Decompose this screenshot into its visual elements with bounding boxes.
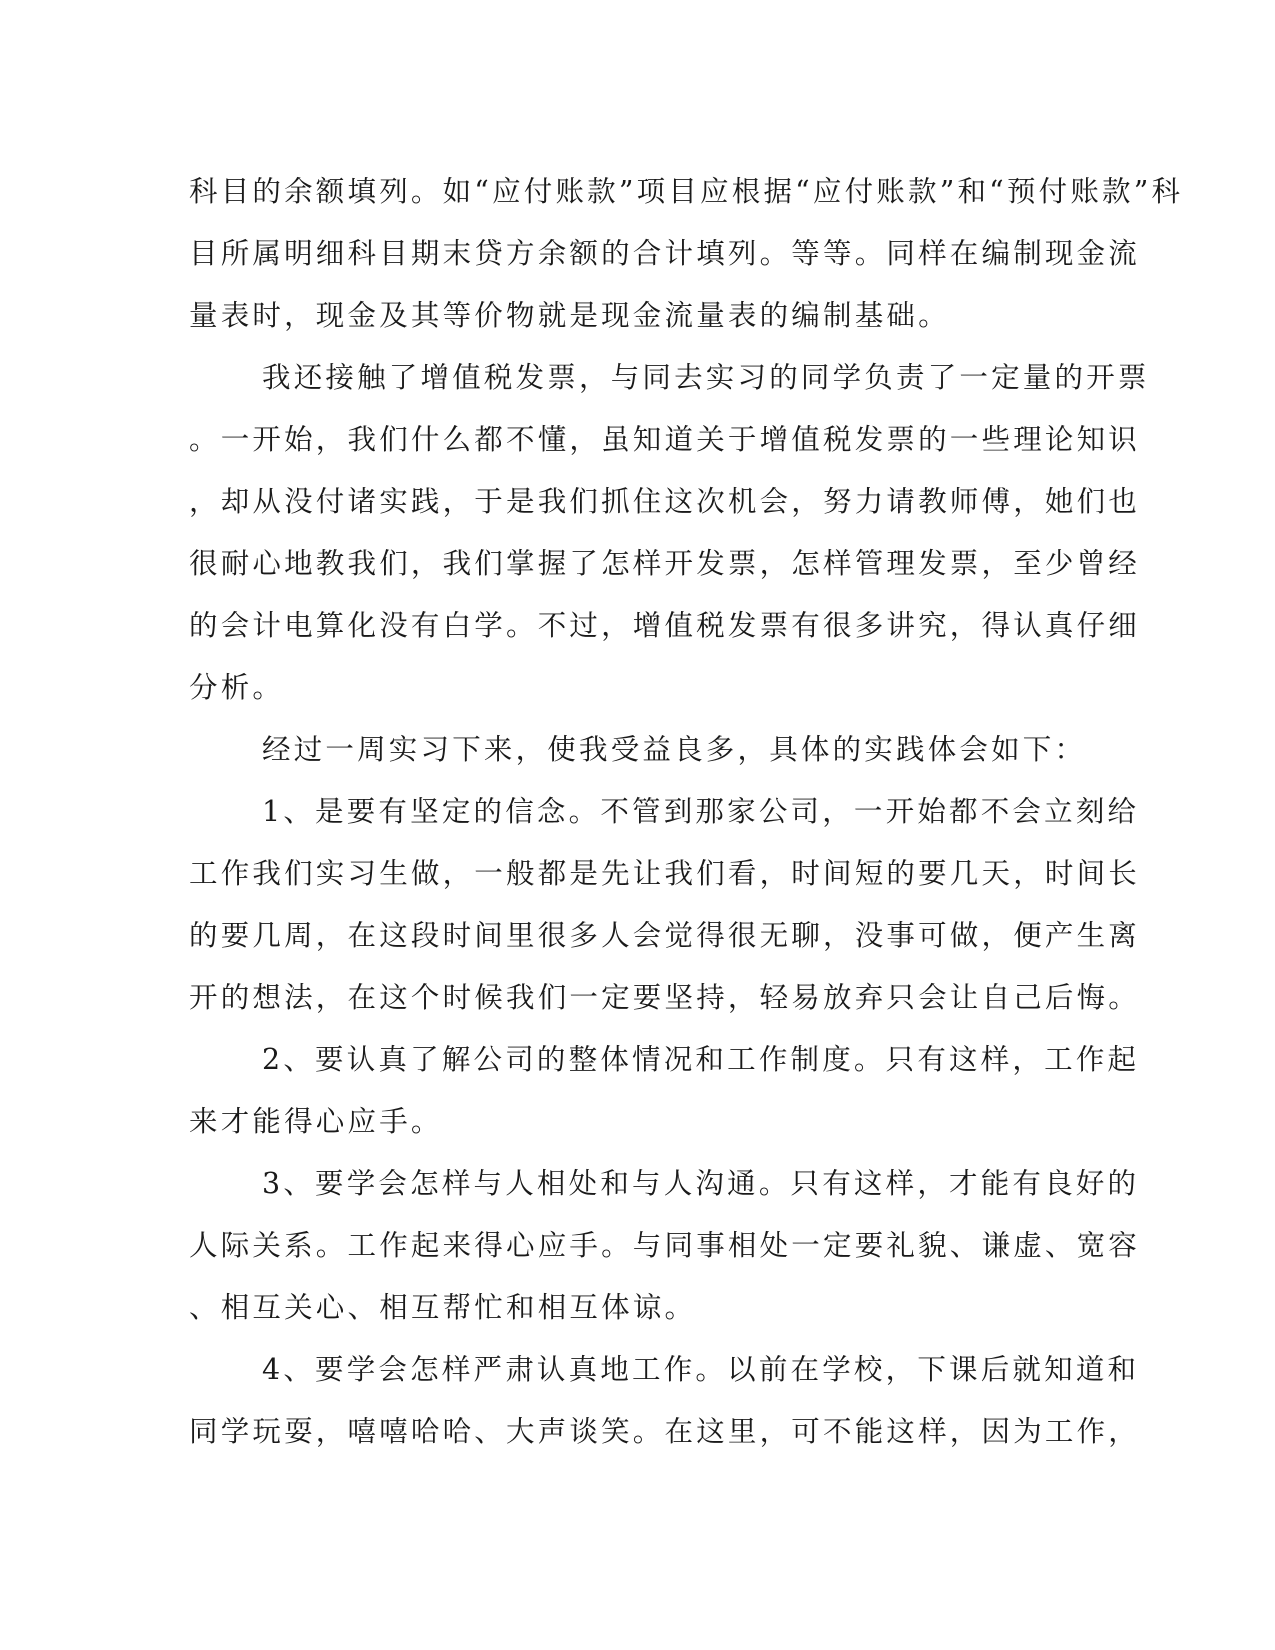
text-line: 量表时，现金及其等价物就是现金流量表的编制基础。 xyxy=(189,299,950,332)
text-line: 的要几周，在这段时间里很多人会觉得很无聊，没事可做，便产生离 xyxy=(189,919,1141,952)
text-line: 同学玩耍，嘻嘻哈哈、大声谈笑。在这里，可不能这样，因为工作， xyxy=(189,1415,1141,1448)
text-line: 分析。 xyxy=(189,671,285,704)
text-line: 目所属明细科目期末贷方余额的合计填列。等等。同样在编制现金流 xyxy=(189,237,1141,270)
text-line: 来才能得心应手。 xyxy=(189,1105,443,1138)
text-line: 科目的余额填列。如“应付账款”项目应根据“应付账款”和“预付账款”科 xyxy=(189,175,1184,208)
text-line: 的会计电算化没有白学。不过，增值税发票有很多讲究，得认真仔细 xyxy=(189,609,1141,642)
list-item-3-line: 3、要学会怎样与人相处和与人沟通。只有这样，才能有良好的 xyxy=(262,1167,1140,1200)
text-line: 开的想法，在这个时候我们一定要坚持，轻易放弃只会让自己后悔。 xyxy=(189,981,1141,1014)
list-item-2-line: 2、要认真了解公司的整体情况和工作制度。只有这样，工作起 xyxy=(262,1043,1140,1076)
text-line: 人际关系。工作起来得心应手。与同事相处一定要礼貌、谦虚、宽容 xyxy=(189,1229,1141,1262)
text-line: 工作我们实习生做，一般都是先让我们看，时间短的要几天，时间长 xyxy=(189,857,1141,890)
text-line: ，却从没付诸实践，于是我们抓住这次机会，努力请教师傅，她们也 xyxy=(189,485,1141,518)
text-line: 。一开始，我们什么都不懂，虽知道关于增值税发票的一些理论知识 xyxy=(189,423,1141,456)
list-item-4-line: 4、要学会怎样严肃认真地工作。以前在学校，下课后就知道和 xyxy=(262,1353,1140,1386)
text-line: 很耐心地教我们，我们掌握了怎样开发票，怎样管理发票，至少曾经 xyxy=(189,547,1141,580)
paragraph-start-line: 我还接触了增值税发票，与同去实习的同学负责了一定量的开票 xyxy=(262,361,1150,394)
document-body xyxy=(189,161,1184,1463)
list-item-1-line: 1、是要有坚定的信念。不管到那家公司，一开始都不会立刻给 xyxy=(262,795,1140,828)
paragraph-start-line: 经过一周实习下来，使我受益良多，具体的实践体会如下： xyxy=(262,733,1087,766)
text-line: 、相互关心、相互帮忙和相互体谅。 xyxy=(189,1291,697,1324)
